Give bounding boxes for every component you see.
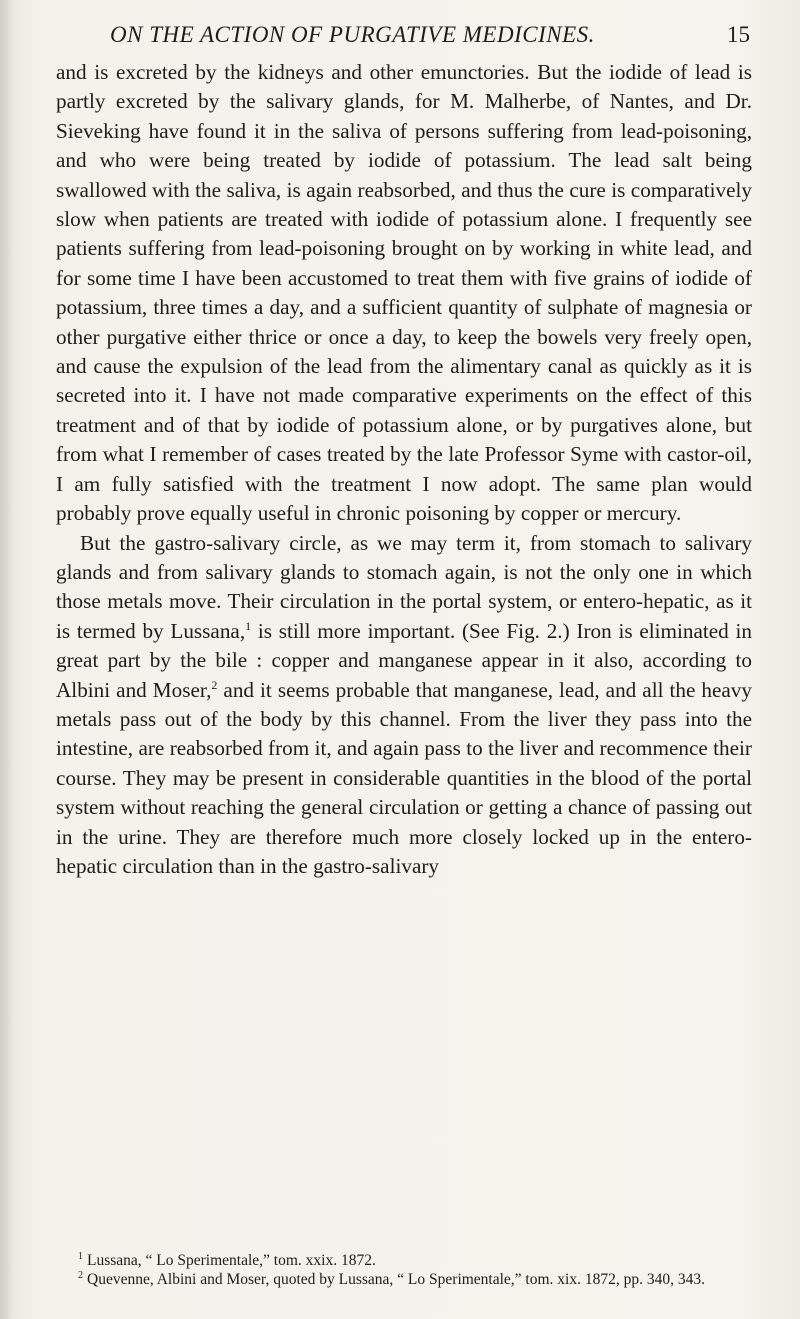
footnote-ref-2[interactable]: 2	[211, 677, 218, 692]
footnote-2	[56, 1270, 752, 1289]
footnote-1-marker: 1	[78, 1250, 83, 1262]
footnote-2-text: Quevenne, Albini and Moser, quoted by Lussana, “ Lo Sperimentale,” tom. xix. 1872, pp. 340, 343.	[87, 1271, 705, 1288]
running-title: ON THE ACTION OF PURGATIVE MEDICINES.	[110, 22, 595, 47]
footnote-1	[56, 1251, 752, 1270]
paragraph-2	[56, 529, 752, 882]
paragraph-2-text-c: and it seems probable that manganese, lead, and all the heavy metals pass out of the body by this channel. From the liver they pass into the intestine, are reabsorbed from it, and again pass to the liver and recommence their course. They may be present in considerable quantities in the blood of the portal system without reaching the general circulation or getting a chance of passing out in the urine. They are therefore much more closely locked up in the entero-hepatic circulation than in the gastro-salivary	[56, 677, 752, 878]
paragraph-2-text-a: But the gastro-salivary circle, as we may term it, from stomach to salivary glands and from salivary glands to stomach again, is not the only one in which those metals move. Their circulation in the portal system, or entero-hepatic, as it is termed by Lussana,	[56, 530, 752, 643]
paragraph-2-text-b: is still more important. (See Fig. 2.) Iron is eliminated in great part by the bile : copper and manganese appear in it also, according to Albini and Moser,	[56, 618, 752, 702]
page-header	[60, 18, 750, 54]
page-gutter-shadow	[0, 0, 14, 1319]
footnote-1-text: Lussana, “ Lo Sperimentale,” tom. xxix. 1872.	[87, 1252, 376, 1269]
paragraph-1-text: and is excreted by the kidneys and other emunctories. But the iodide of lead is partly excreted by the salivary glands, for M. Malherbe, of Nantes, and Dr. Sieveking have found it in the saliva of persons suffering from lead-poisoning, and who were being treated by iodide of potassium. The lead salt being swallowed with the saliva, is again reabsorbed, and thus the cure is comparatively slow when patients are treated with iodide of potassium alone. I frequently see patients suffering from lead-poisoning brought on by working in white lead, and for some time I have been accustomed to treat them with five grains of iodide of potassium, three times a day, and a sufficient quantity of sulphate of magnesia or other purgative either thrice or once a day, to keep the bowels very freely open, and cause the expulsion of the lead from the alimentary canal as quickly as it is secreted into it. I have not made comparative experiments on the effect of this treatment and of that by iodide of potassium alone, or by purgatives alone, but from what I remember of cases treated by the late Professor Syme with castor-oil, I am fully satisfied with the treatment I now adopt. The same plan would probably prove equally useful in chronic poisoning by copper or mercury.	[56, 60, 752, 526]
footnotes	[56, 1251, 752, 1289]
footnote-ref-1[interactable]: 1	[245, 618, 252, 633]
paragraph-1	[56, 58, 752, 529]
body-text	[56, 58, 752, 881]
footnote-2-marker: 2	[78, 1269, 83, 1281]
page-number: 15	[727, 22, 750, 47]
